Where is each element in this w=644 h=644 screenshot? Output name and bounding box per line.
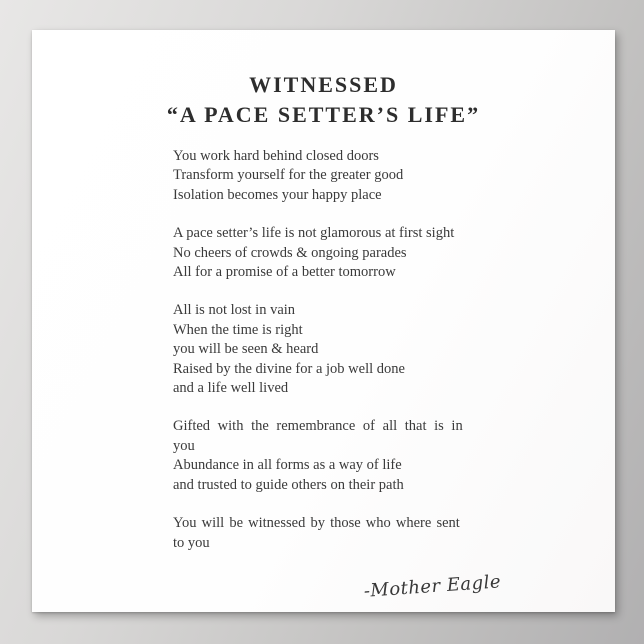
- poem-line: Transform yourself for the greater good: [173, 167, 404, 184]
- poem-line: and trusted to guide others on their path: [173, 476, 404, 493]
- poem-stanza-1: [173, 147, 505, 205]
- poem-line: Abundance in all forms as a way of life: [173, 457, 402, 474]
- poem-line: you will be seen & heard: [173, 341, 319, 358]
- poem-line: When the time is right: [173, 321, 303, 338]
- poem-line: All is not lost in vain: [173, 302, 296, 319]
- poem-line: Isolation becomes your happy place: [173, 186, 382, 203]
- poem-line: to you: [173, 534, 210, 551]
- author-signature: -Mother Eagle: [363, 571, 502, 602]
- poem-stanza-4: [173, 417, 505, 495]
- poem-title-line1: WITNESSED: [249, 72, 398, 97]
- poem-stanza-3: [173, 301, 505, 398]
- poem-line: and a life well lived: [173, 380, 289, 397]
- poem-line: Raised by the divine for a job well done: [173, 360, 405, 377]
- poem-line: you: [173, 437, 195, 454]
- poem-line: Gifted with the remembrance of all that is in: [173, 418, 463, 435]
- poem-line: A pace setter’s life is not glamorous at first sight: [173, 225, 455, 242]
- poem-title-line2: “A PACE SETTER’S LIFE”: [166, 102, 481, 127]
- poem-line: You will be witnessed by those who where sent: [173, 515, 460, 532]
- poem-stanza-5: [173, 514, 505, 553]
- poem-title: [32, 70, 615, 130]
- poem-body: [173, 147, 505, 602]
- poster: [32, 30, 615, 612]
- poem-line: No cheers of crowds & ongoing parades: [173, 244, 407, 261]
- poem-line: You work hard behind closed doors: [173, 148, 379, 164]
- poem-stanza-2: [173, 224, 505, 282]
- poem-line: All for a promise of a better tomorrow: [173, 264, 396, 281]
